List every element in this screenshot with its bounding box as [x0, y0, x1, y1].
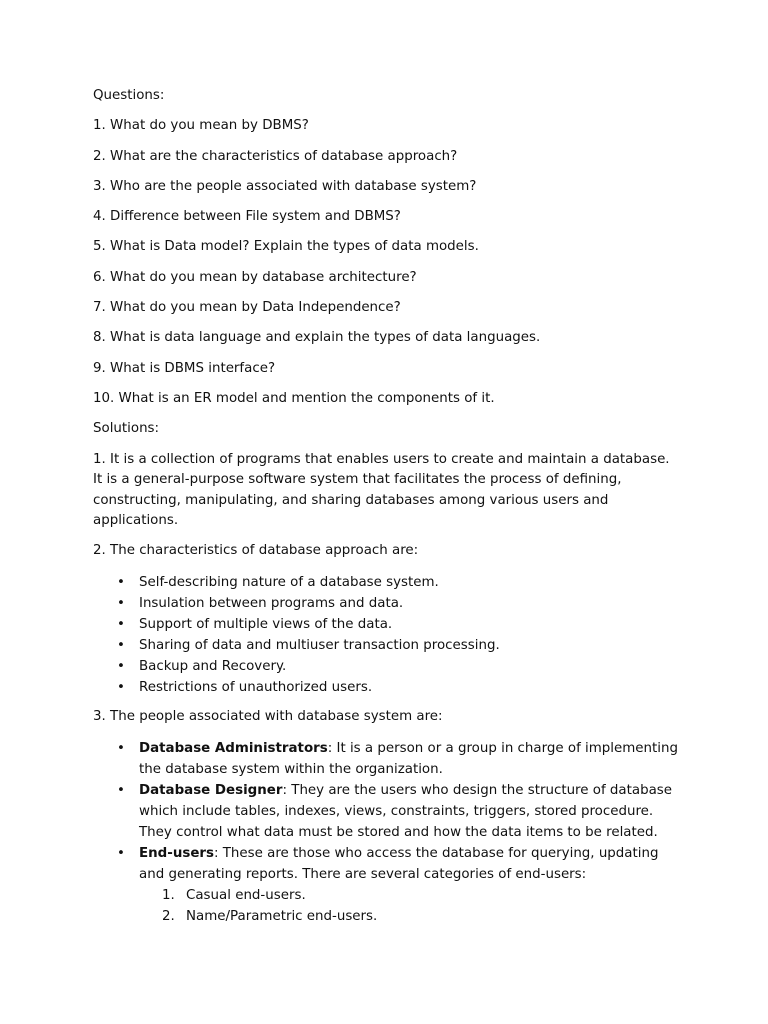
role-description: : They are the users who design the structure of database which include tables, indexes, views, constraints, triggers, stored procedure. They control what data must be stored and how the data items to be related.: [139, 782, 673, 840]
list-item: [93, 843, 683, 927]
question-item: 2. What are the characteristics of database approach?: [93, 148, 458, 164]
bullet-icon: •: [117, 595, 125, 611]
list-item: [93, 572, 683, 593]
list-item: [93, 738, 683, 780]
people-list: [93, 738, 683, 927]
list-item-text: Backup and Recovery.: [139, 658, 287, 674]
question-item: 10. What is an ER model and mention the components of it.: [93, 390, 495, 406]
role-term: Database Designer: [139, 782, 283, 798]
bullet-icon: •: [117, 574, 125, 590]
bullet-icon: •: [117, 658, 125, 674]
bullet-icon: •: [117, 637, 125, 653]
list-item: [139, 885, 683, 906]
question-item: 8. What is data language and explain the types of data languages.: [93, 330, 541, 346]
document-page: [93, 86, 683, 937]
list-number: 1.: [162, 887, 175, 903]
list-item: [93, 593, 683, 614]
list-item-text: Casual end-users.: [186, 887, 306, 903]
question-item: 6. What do you mean by database architecture?: [93, 269, 417, 285]
role-description: : It is a person or a group in charge of implementing the database system within the organization.: [139, 740, 678, 777]
list-item: [139, 906, 683, 927]
role-description: : These are those who access the database for querying, updating and generating reports. There are several categories of end-users:: [139, 845, 659, 882]
solution-1-paragraph: 1. It is a collection of programs that enables users to create and maintain a database. It is a general-purpose software system that facilitates the process of defining, constructing, manipulating, and sharing databases among various users and applications.: [93, 451, 670, 529]
list-item: [93, 780, 683, 843]
question-item: 9. What is DBMS interface?: [93, 360, 276, 376]
question-item: 1. What do you mean by DBMS?: [93, 118, 309, 134]
list-number: 2.: [162, 908, 175, 924]
end-user-categories: [139, 885, 683, 927]
solution-3-intro: 3. The people associated with database system are:: [93, 709, 443, 725]
list-item-text: Insulation between programs and data.: [139, 595, 404, 611]
list-item: [93, 677, 683, 698]
list-item-text: Restrictions of unauthorized users.: [139, 679, 373, 695]
list-item-text: Support of multiple views of the data.: [139, 616, 393, 632]
list-item-text: Sharing of data and multiuser transaction processing.: [139, 637, 500, 653]
question-item: 3. Who are the people associated with database system?: [93, 178, 477, 194]
question-item: 5. What is Data model? Explain the types of data models.: [93, 239, 479, 255]
solution-2-intro: 2. The characteristics of database approach are:: [93, 543, 419, 559]
bullet-icon: •: [117, 740, 125, 756]
role-term: Database Administrators: [139, 740, 328, 756]
question-item: 4. Difference between File system and DBMS?: [93, 209, 401, 225]
bullet-icon: •: [117, 782, 125, 798]
question-item: 7. What do you mean by Data Independence?: [93, 300, 401, 316]
role-term: End-users: [139, 845, 214, 861]
solutions-heading: Solutions:: [93, 421, 160, 437]
list-item: [93, 614, 683, 635]
bullet-icon: •: [117, 616, 125, 632]
list-item: [93, 635, 683, 656]
list-item: [93, 656, 683, 677]
list-item-text: Name/Parametric end-users.: [186, 908, 378, 924]
bullet-icon: •: [117, 679, 125, 695]
bullet-icon: •: [117, 845, 125, 861]
questions-heading: Questions:: [93, 88, 165, 103]
characteristics-list: [93, 572, 683, 698]
list-item-text: Self-describing nature of a database system.: [139, 574, 439, 590]
